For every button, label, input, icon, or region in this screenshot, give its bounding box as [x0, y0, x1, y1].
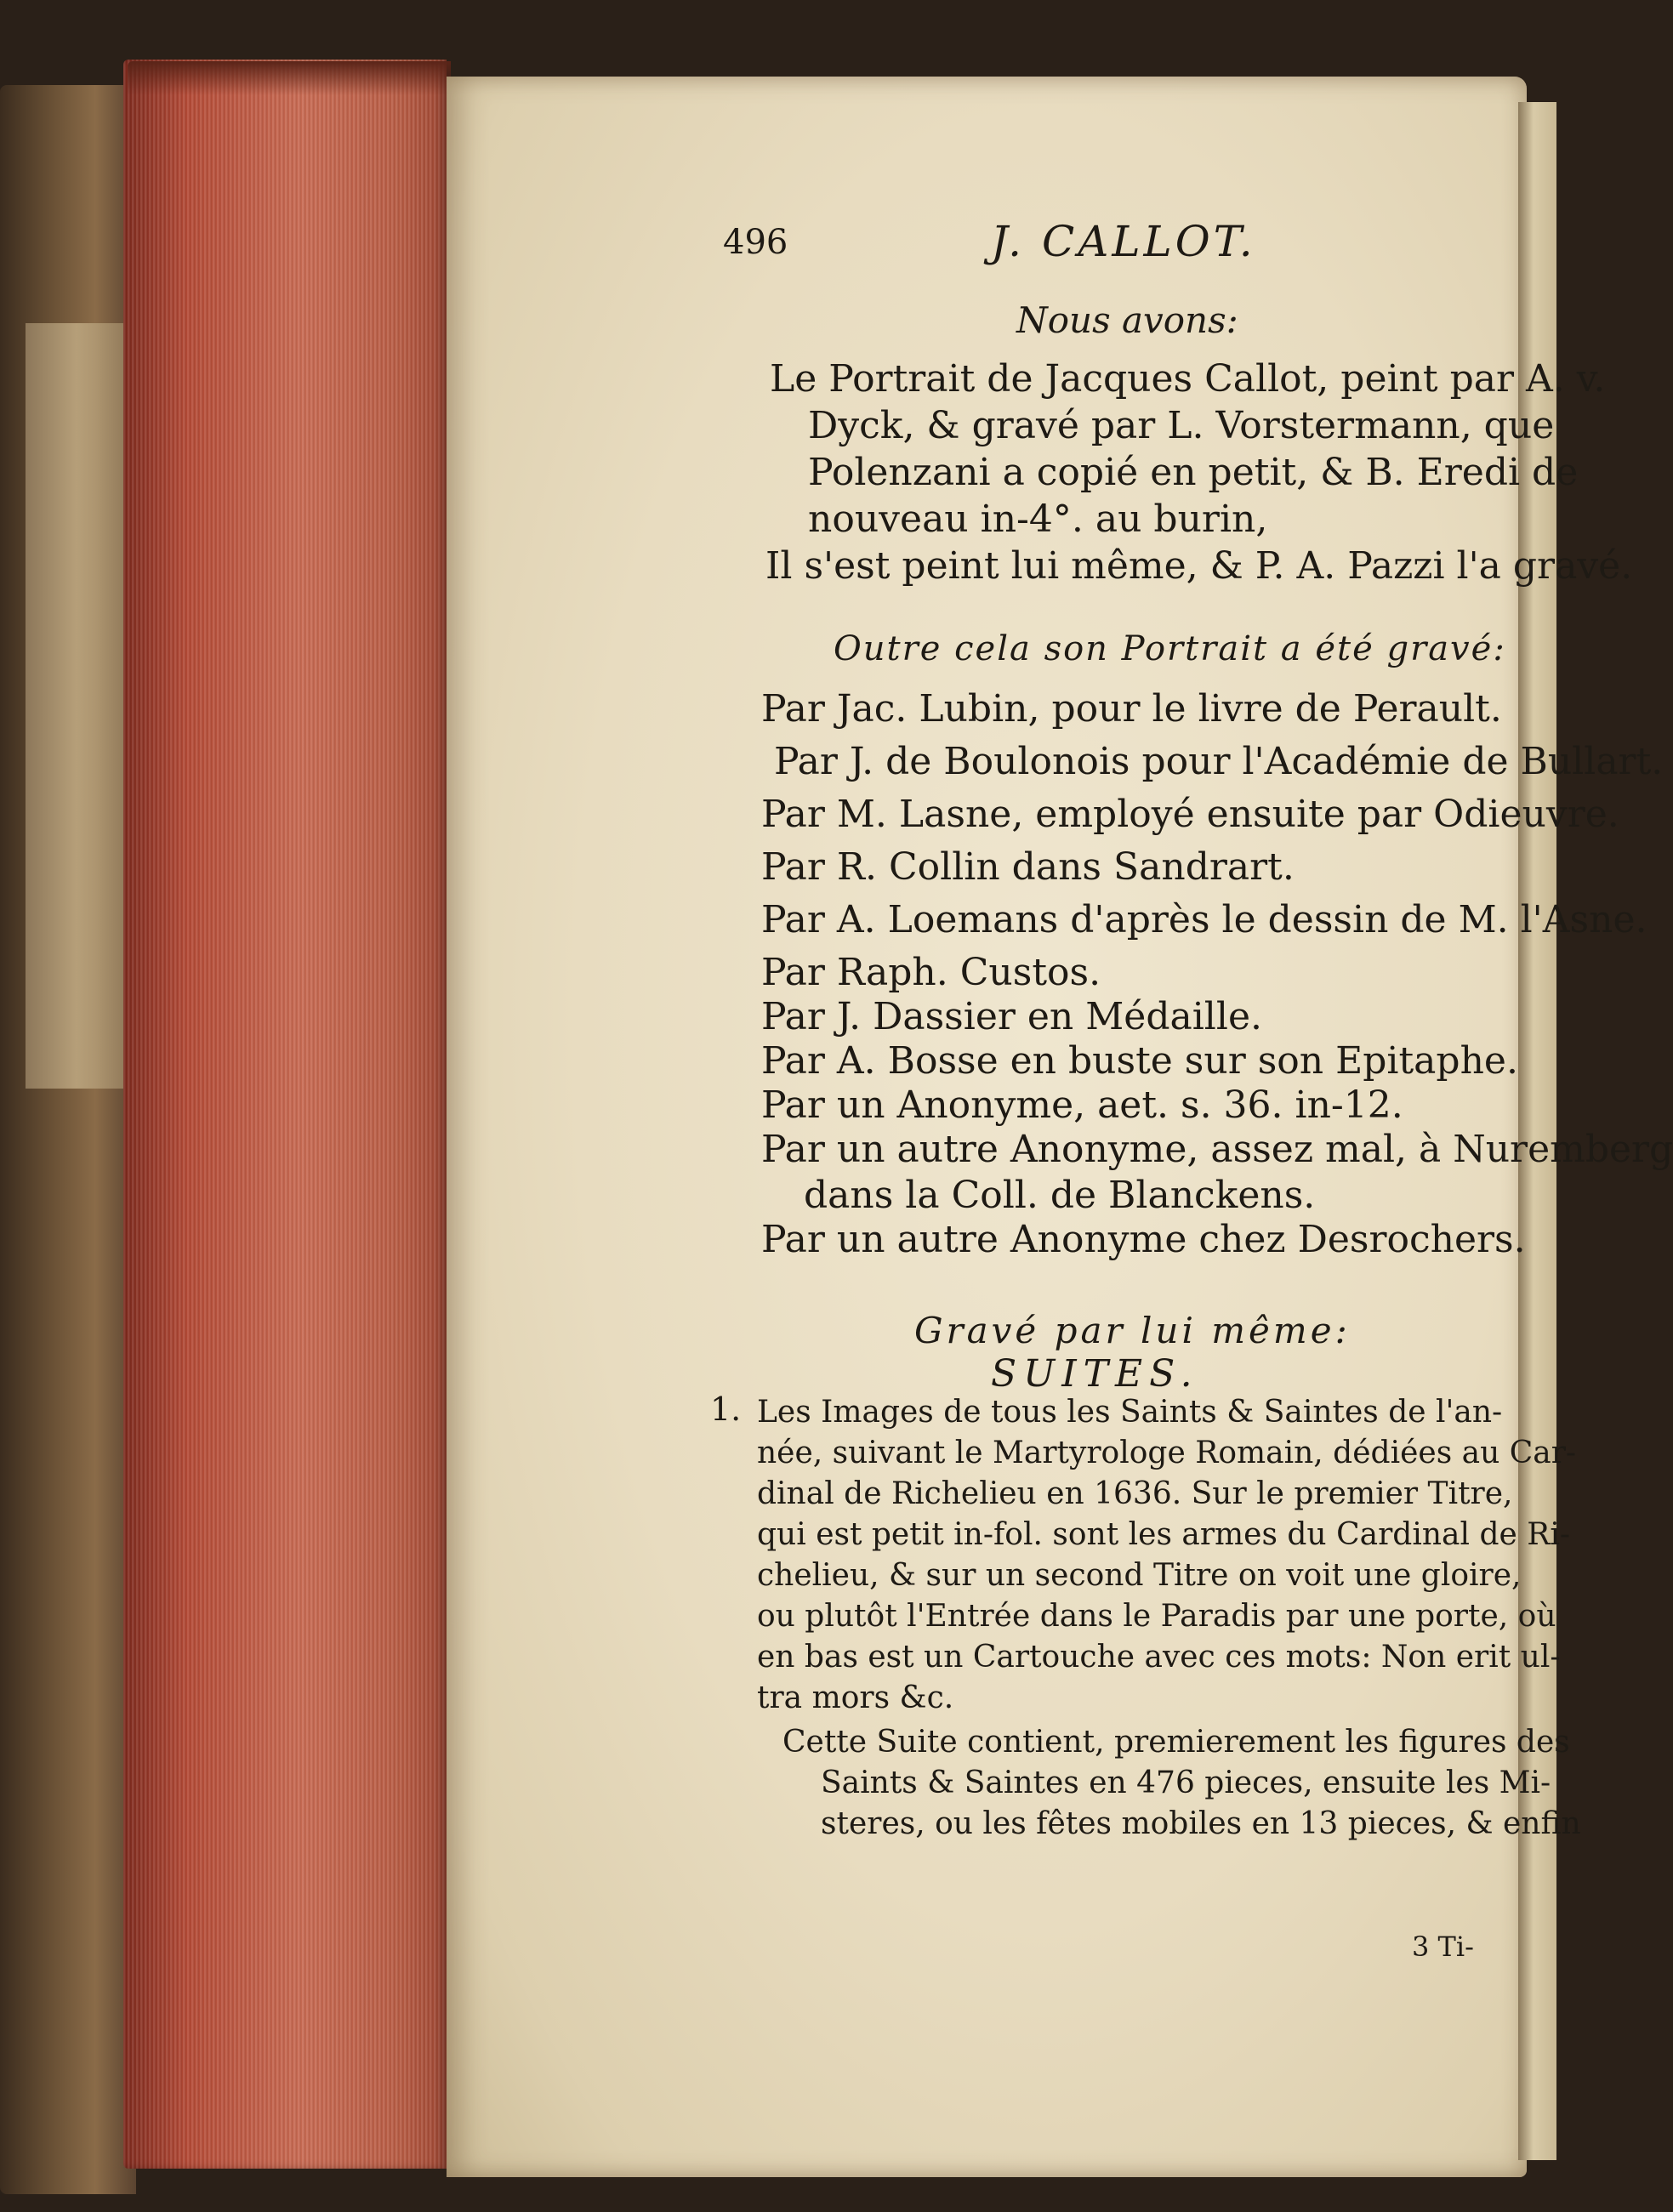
note-line: Saints & Saintes en 476 pieces, ensuite les Mi- [821, 1766, 1551, 1800]
engraving-line: Par un Anonyme, aet. s. 36. in-12. [761, 1083, 1403, 1127]
engraving-line: Par Raph. Custos. [761, 951, 1101, 994]
section-heading-portraits: Nous avons: [1016, 299, 1238, 341]
engraving-line: Par J. de Boulonois pour l'Académie de Bullart. [774, 740, 1664, 783]
engraving-line: Par un autre Anonyme, assez mal, à Nuremberg [761, 1128, 1673, 1171]
page-edges-shadow [128, 61, 451, 95]
item-line: ou plutôt l'Entrée dans le Paradis par une porte, où [757, 1599, 1556, 1634]
item-line: en bas est un Cartouche avec ces mots: Non erit ul- [757, 1640, 1561, 1675]
page-number: 496 [723, 223, 788, 262]
engraving-line: dans la Coll. de Blanckens. [804, 1174, 1316, 1217]
engraving-line: Par A. Loemans d'après le dessin de M. l'Asne. [761, 898, 1647, 941]
engraving-line: Par J. Dassier en Médaille. [761, 995, 1262, 1038]
catchword: 3 Ti- [1412, 1931, 1474, 1963]
item-line: tra mors &c. [757, 1680, 954, 1715]
item-line: Les Images de tous les Saints & Saintes de l'an- [757, 1395, 1503, 1430]
portrait-line: Il s'est peint lui même, & P. A. Pazzi l'a gravé. [765, 544, 1633, 588]
portrait-line: Le Portrait de Jacques Callot, peint par A. v. [770, 357, 1606, 401]
note-line: steres, ou les fêtes mobiles en 13 pieces, & enfin [821, 1806, 1581, 1841]
engraving-line: Par A. Bosse en buste sur son Epitaphe. [761, 1039, 1518, 1083]
engraving-line: Par M. Lasne, employé ensuite par Odieuvre. [761, 793, 1619, 836]
item-line: chelieu, & sur un second Titre on voit une gloire, [757, 1558, 1522, 1593]
item-line: qui est petit in-fol. sont les armes du Cardinal de Ri- [757, 1517, 1571, 1552]
section-heading-works: Gravé par lui même: [914, 1310, 1351, 1351]
note-line: Cette Suite contient, premierement les figures des [782, 1725, 1570, 1760]
page-edges [123, 60, 447, 2169]
engraving-line: Par Jac. Lubin, pour le livre de Perault. [761, 687, 1502, 731]
portrait-line: Dyck, & gravé par L. Vorstermann, que [808, 404, 1555, 447]
section-subheading-suites: SUITES. [991, 1352, 1199, 1396]
running-head: J. CALLOT. [991, 217, 1256, 266]
engraving-line: Par un autre Anonyme chez Desrochers. [761, 1218, 1526, 1261]
engraving-line: Par R. Collin dans Sandrart. [761, 845, 1295, 889]
section-heading-engraved: Outre cela son Portrait a été gravé: [834, 629, 1506, 668]
cover-leather-patch [26, 323, 128, 1089]
item-line: née, suivant le Martyrologe Romain, dédiées au Car- [757, 1436, 1577, 1470]
item-line: dinal de Richelieu en 1636. Sur le premier Titre, [757, 1476, 1513, 1511]
portrait-line: nouveau in-4°. au burin, [808, 498, 1268, 541]
item-number: 1. [710, 1390, 742, 1428]
portrait-line: Polenzani a copié en petit, & B. Eredi de [808, 451, 1579, 494]
